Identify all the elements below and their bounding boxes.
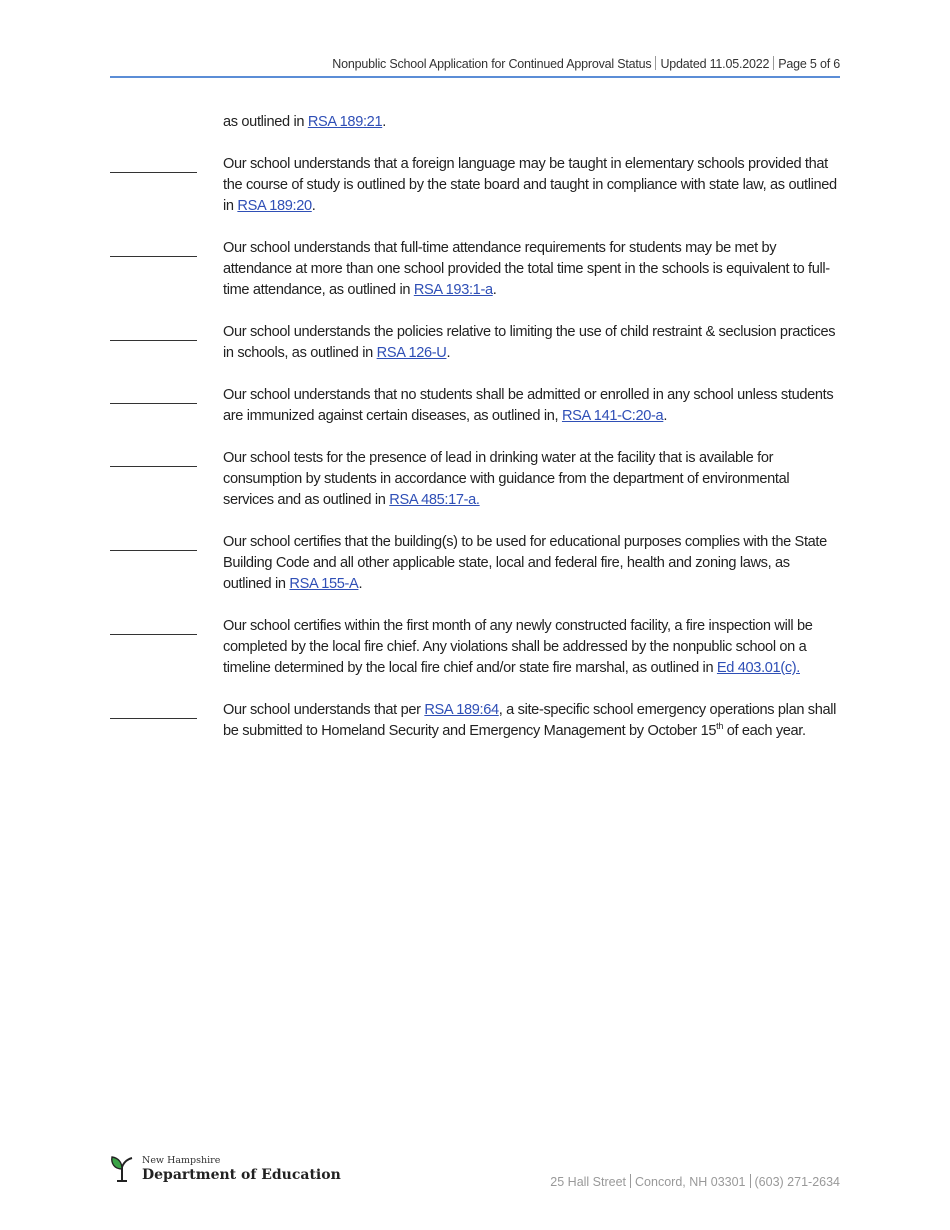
- page-number: Page 5 of 6: [778, 57, 840, 71]
- sprout-icon: [110, 1155, 134, 1183]
- paragraph-text: Our school understands that a foreign language may be taught in elementary schools provided that the course of study is outlined by the state board and taught in compliance with state law, as outlined in: [223, 156, 837, 214]
- paragraph-text: Our school tests for the presence of lead in drinking water at the facility that is available for consumption by students in accordance with guidance from the department of environmental services and as outlined in: [223, 450, 790, 508]
- checklist-item: [110, 385, 840, 427]
- checklist-item: [110, 532, 840, 595]
- divider: [750, 1174, 751, 1188]
- paragraph-text: Our school understands that full-time attendance requirements for students may be met by attendance at more than one school provided the total time spent in the schools is equivalent to full-time attendance, as outlined in: [223, 240, 830, 298]
- divider: [773, 56, 774, 70]
- checklist-item: [110, 448, 840, 511]
- city: Concord, NH 03301: [635, 1175, 746, 1189]
- paragraph-text: .: [492, 282, 497, 298]
- rsa-link[interactable]: RSA 189:21: [307, 114, 383, 130]
- initials-blank-line[interactable]: [110, 238, 197, 257]
- logo-department: Department of Education: [142, 1167, 341, 1183]
- superscript: th: [716, 721, 723, 732]
- paragraph-text: .: [311, 198, 316, 214]
- page-footer: [110, 1155, 840, 1195]
- initials-blank-line[interactable]: [110, 532, 197, 551]
- initials-blank-line[interactable]: [110, 448, 197, 467]
- paragraph-text: Our school understands the policies relative to limiting the use of child restraint & seclusion practices in schools, as outlined in: [223, 324, 836, 361]
- phone: (603) 271-2634: [754, 1175, 840, 1189]
- continuation-paragraph: [110, 112, 840, 133]
- document-body: [110, 112, 840, 763]
- street: 25 Hall Street: [550, 1175, 627, 1189]
- footer-address: [550, 1174, 840, 1189]
- nh-doe-logo: [110, 1155, 341, 1183]
- rsa-link[interactable]: RSA 189:64: [424, 702, 499, 718]
- checklist-item: [110, 238, 840, 301]
- initials-blank-line[interactable]: [110, 616, 197, 635]
- paragraph-text: , a site-specific school emergency operations plan shall be submitted to Homeland Security and Emergency Management by October 15: [223, 702, 837, 739]
- rsa-link[interactable]: RSA 141-C:20-a: [561, 408, 664, 424]
- logo-state: New Hampshire: [142, 1155, 221, 1166]
- checklist-item: [110, 154, 840, 217]
- checklist-item: [110, 700, 840, 742]
- paragraph-text: .: [382, 114, 386, 130]
- rsa-link[interactable]: RSA 485:17-a.: [389, 492, 480, 508]
- initials-blank-line[interactable]: [110, 154, 197, 173]
- checklist-item: [110, 616, 840, 679]
- document-title: Nonpublic School Application for Continued Approval Status: [332, 57, 652, 71]
- rsa-link[interactable]: RSA 155-A: [289, 576, 359, 592]
- divider: [630, 1174, 631, 1188]
- paragraph-text: Our school certifies that the building(s) to be used for educational purposes complies with the State Building Code and all other applicable state, local and federal fire, health and zoning laws, as outlined in: [223, 534, 827, 592]
- paragraph-text: Our school understands that no students shall be admitted or enrolled in any school unless students are immunized against certain diseases, as outlined in,: [223, 387, 834, 424]
- paragraph-text: .: [446, 345, 451, 361]
- paragraph-text: of each year.: [722, 723, 806, 739]
- rsa-link[interactable]: RSA 193:1-a: [413, 282, 493, 298]
- page-header: [110, 56, 840, 78]
- paragraph-text: Our school understands that per: [223, 702, 425, 718]
- rsa-link[interactable]: Ed 403.01(c).: [716, 660, 800, 676]
- paragraph-text: as outlined in: [223, 114, 308, 130]
- checklist-item: [110, 322, 840, 364]
- rsa-link[interactable]: RSA 126-U: [376, 345, 447, 361]
- paragraph-text: .: [663, 408, 668, 424]
- initials-blank-line[interactable]: [110, 322, 197, 341]
- divider: [655, 56, 656, 70]
- paragraph-text: Our school certifies within the first month of any newly constructed facility, a fire inspection will be completed by the local fire chief. Any violations shall be addressed by the nonpublic school on a timeline determined by the local fire chief and/or state fire marshal, as outlined in: [223, 618, 813, 676]
- updated-date: Updated 11.05.2022: [660, 57, 770, 71]
- initials-blank-line[interactable]: [110, 385, 197, 404]
- paragraph-text: .: [358, 576, 363, 592]
- initials-blank-line[interactable]: [110, 700, 197, 719]
- rsa-link[interactable]: RSA 189:20: [237, 198, 312, 214]
